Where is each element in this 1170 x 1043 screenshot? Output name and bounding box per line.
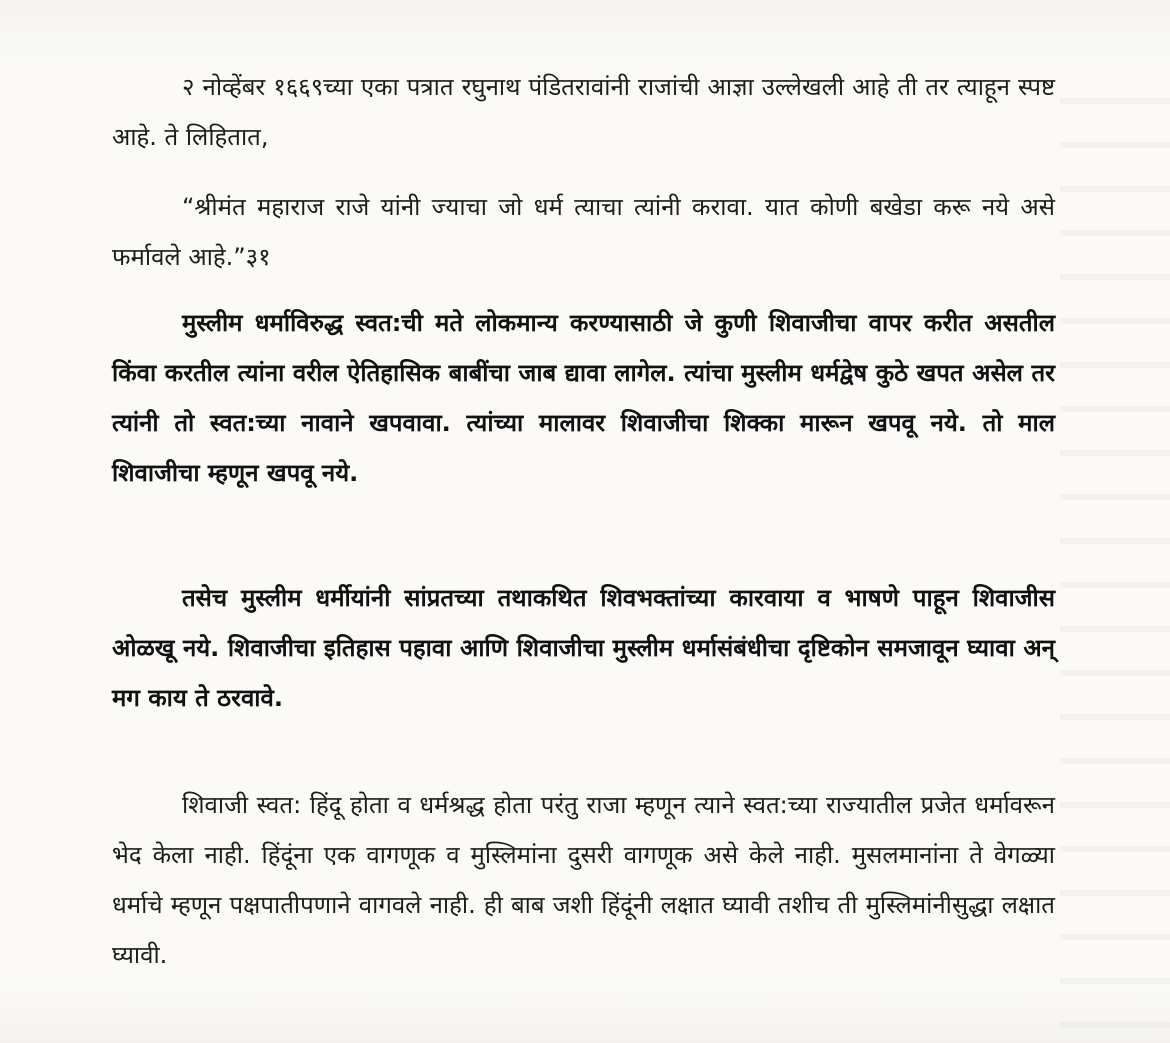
paragraph-bold-misuse: मुस्लीम धर्माविरुद्ध स्वत:ची मते लोकमान्य करण्यासाठी जे कुणी शिवाजीचा वापर करीत असतील किंवा करतील त्यांना वरील ऐतिहासिक बाबींचा जाब द्यावा लागेल. त्यांचा मुस्लीम धर्मद्वेष कुठे खपत असेल तर त्यांनी तो स्वत:च्या नावाने खपवावा. त्यांच्या मालावर शिवाजीचा शिक्का मारून खपवू नये. तो माल शिवाजीचा म्हणून खपवू नये. bbox=[112, 309, 1055, 487]
page-show-through bbox=[1060, 60, 1170, 1040]
paragraph-conclusion: शिवाजी स्वत: हिंदू होता व धर्मश्रद्ध होता परंतु राजा म्हणून त्याने स्वत:च्या राज्यातील प्रजेत धर्मावरून भेद केला नाही. हिंदूंना एक वागणूक व मुस्लिमांना दुसरी वागणूक असे केले नाही. मुसलमानांना ते वेगळ्या धर्माचे म्हणून पक्षपातीपणाने वागवले नाही. ही बाब जशी हिंदूंनी लक्षात घ्यावी तशीच ती मुस्लिमांनीसुद्धा लक्षात घ्यावी. bbox=[112, 791, 1055, 969]
paragraph-quotation: “श्रीमंत महाराज राजे यांनी ज्याचा जो धर्म त्याचा त्यांनी करावा. यात कोणी बखेडा करू नये असे फर्मावले आहे.”३१ bbox=[112, 193, 1055, 271]
paragraph-bold-advice: तसेच मुस्लीम धर्मीयांनी सांप्रतच्या तथाकथित शिवभक्तांच्या कारवाया व भाषणे पाहून शिवाजीस ओळखू नये. शिवाजीचा इतिहास पहावा आणि शिवाजीचा मुस्लीम धर्मासंबंधीचा दृष्टिकोन समजावून घ्यावा अन् मग काय ते ठरवावे. bbox=[112, 584, 1055, 712]
paragraph-letter-reference: २ नोव्हेंबर १६६९च्या एका पत्रात रघुनाथ पंडितरावांनी राजांची आज्ञा उल्लेखली आहे ती तर त्याहून स्पष्ट आहे. ते लिहितात, bbox=[112, 73, 1055, 151]
